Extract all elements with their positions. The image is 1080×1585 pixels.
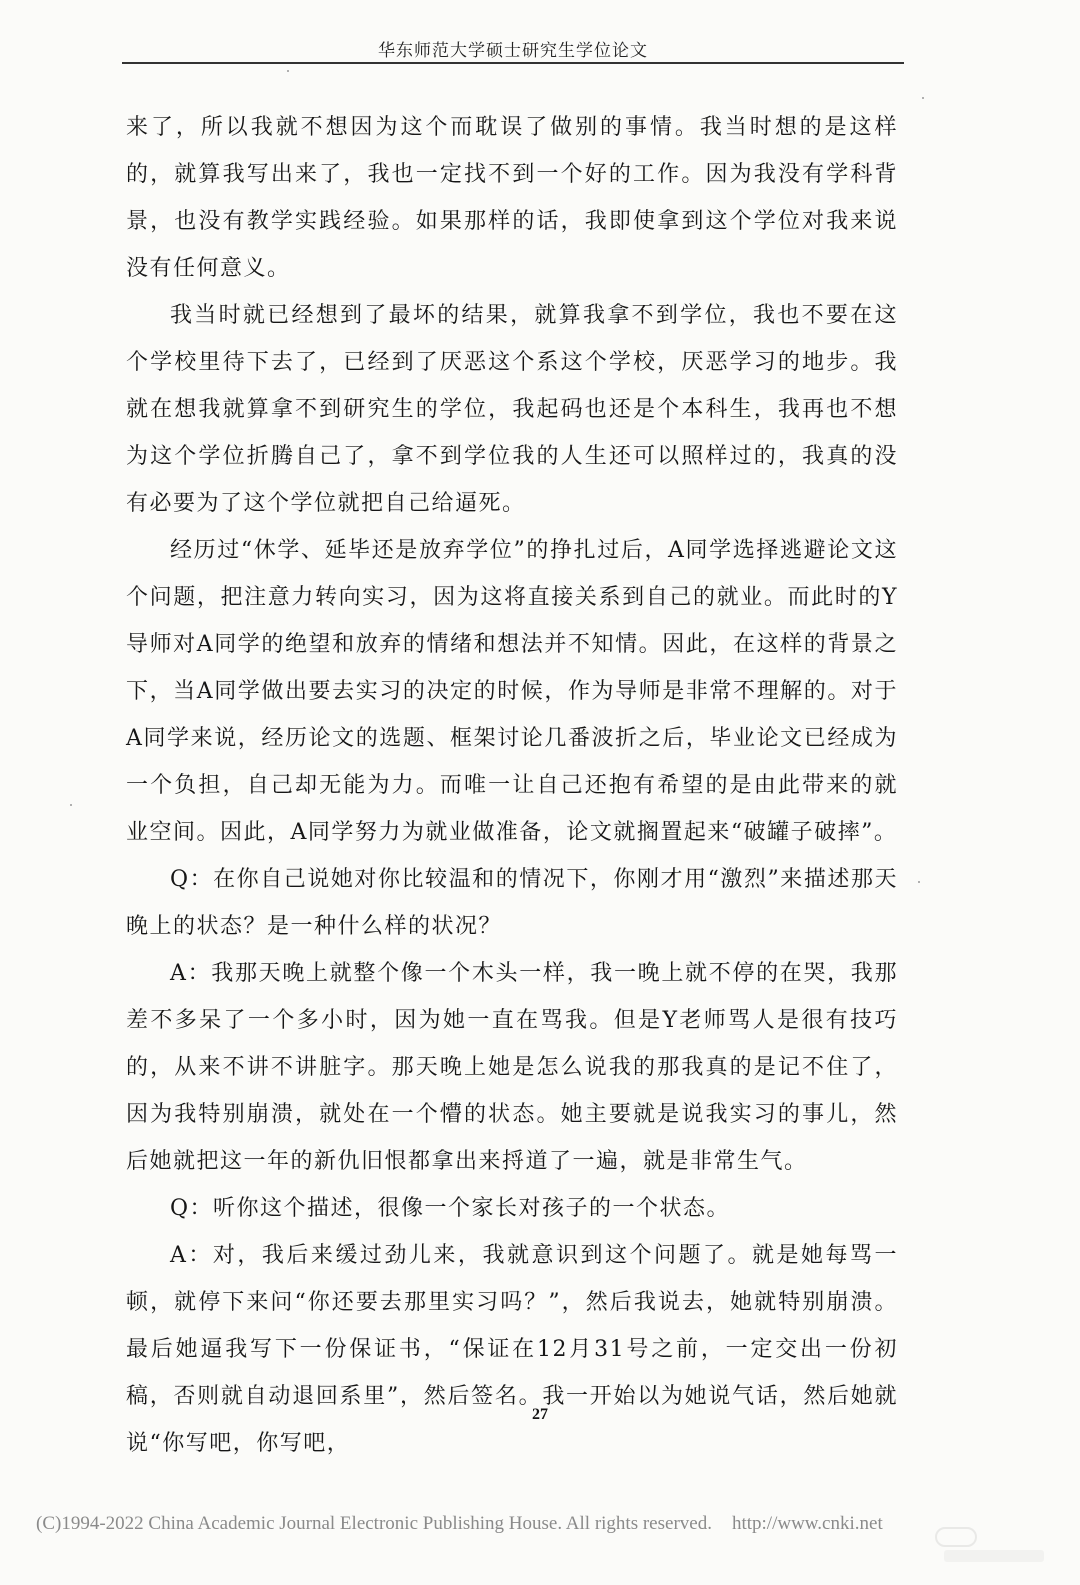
paragraph-3: 经历过“休学、延毕还是放弃学位”的挣扎过后，A同学选择逃避论文这个问题，把注意力转向实习，因为这将直接关系到自己的就业。而此时的Y导师对A同学的绝望和放弃的情绪和想法并不知情。因此，在这样的背景之下，当A同学做出要去实习的决定的时候，作为导师是非常不理解的。对于A同学来说，经历论文的选题、框架讨论几番波折之后，毕业论文已经成为一个负担，自己却无能为力。而唯一让自己还抱有希望的是由此带来的就业空间。因此，A同学努力为就业做准备，论文就搁置起来“破罐子破摔”。 — [126, 538, 898, 845]
page-body — [126, 104, 898, 1467]
scan-speck — [922, 97, 924, 99]
scan-speck — [70, 804, 72, 806]
header-rule — [122, 62, 904, 64]
copyright-footer — [36, 1513, 883, 1535]
scan-speck — [918, 881, 920, 883]
scan-speck — [287, 70, 289, 72]
paragraph-question-2: Q：听你这个描述，很像一个家长对孩子的一个状态。 — [170, 1196, 731, 1221]
paragraph-answer-1: A：我那天晚上就整个像一个木头一样，我一晚上就不停的在哭，我那差不多呆了一个多小时，因为她一直在骂我。但是Y老师骂人是很有技巧的，从来不讲不讲脏字。那天晚上她是怎么说我的那我真的是记不住了，因为我特别崩溃，就处在一个懵的状态。她主要就是说我实习的事儿，然后她就把这一年的新仇旧恨都拿出来捋道了一遍，就是非常生气。 — [126, 961, 898, 1174]
paragraph-2: 我当时就已经想到了最坏的结果，就算我拿不到学位，我也不要在这个学校里待下去了，已经到了厌恶这个系这个学校，厌恶学习的地步。我就在想我就算拿不到研究生的学位，我起码也还是个本科生，我再也不想为这个学位折腾自己了，拿不到学位我的人生还可以照样过的，我真的没有必要为了这个学位就把自己给逼死。 — [126, 303, 898, 516]
paragraph-question-1: Q：在你自己说她对你比较温和的情况下，你刚才用“激烈”来描述那天晚上的状态？是一种什么样的状况？ — [126, 867, 898, 939]
cnki-link[interactable]: http://www.cnki.net — [731, 1513, 883, 1534]
paragraph-answer-2: A：对，我后来缓过劲儿来，我就意识到这个问题了。就是她每骂一顿，就停下来问“你还要去那里实习吗？”，然后我说去，她就特别崩溃。最后她逼我写下一份保证书，“保证在12月31号之前，一定交出一份初稿，否则就自动退回系里”，然后签名。我一开始以为她说气话，然后她就说“你写吧，你写吧， — [126, 1243, 898, 1456]
watermark-logo-icon — [934, 1524, 1052, 1568]
copyright-text: (C)1994-2022 China Academic Journal Electronic Publishing House. All rights reserved. — [36, 1513, 712, 1534]
page-number: 27 — [532, 1406, 548, 1423]
paragraph-1: 来了，所以我就不想因为这个而耽误了做别的事情。我当时想的是这样的，就算我写出来了，我也一定找不到一个好的工作。因为我没有学科背景，也没有教学实践经验。如果那样的话，我即使拿到这个学位对我来说没有任何意义。 — [126, 115, 898, 281]
running-header: 华东师范大学硕士研究生学位论文 — [378, 41, 648, 61]
